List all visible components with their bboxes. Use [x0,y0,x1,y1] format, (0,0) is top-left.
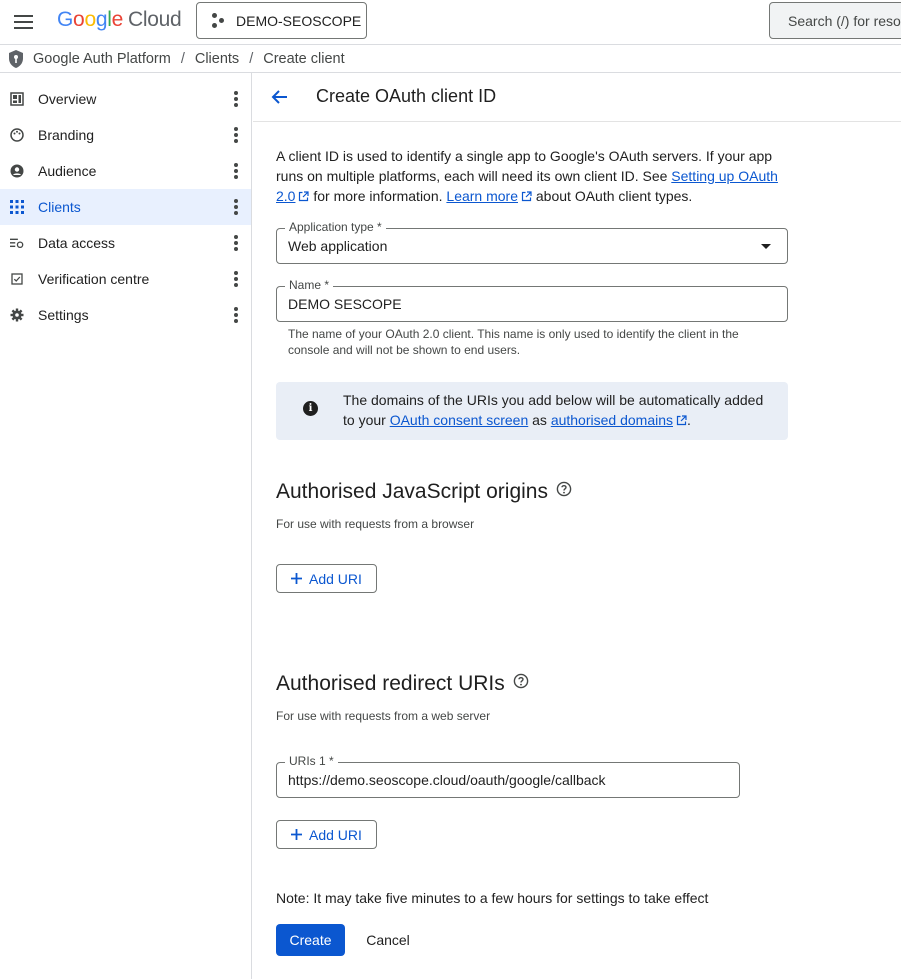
sidebar-item-label: Clients [38,199,81,215]
project-hierarchy-icon [211,13,227,29]
add-js-origin-button[interactable] [276,564,377,593]
external-link-icon [521,191,532,202]
add-uri-label: Add URI [309,570,362,587]
more-vert-icon[interactable] [234,235,238,251]
page-header [253,73,901,122]
add-redirect-uri-button[interactable] [276,820,377,849]
intro-text [276,146,786,206]
breadcrumb-separator: / [180,50,185,67]
main-content [253,73,901,979]
add-uri-label: Add URI [309,826,362,843]
application-type-select[interactable] [276,220,788,264]
name-field-hint: The name of your OAuth 2.0 client. This name is only used to identify the client in the console and will not be shown to end users. [288,327,739,357]
breadcrumb-clients[interactable]: Clients [194,50,240,67]
sidebar-item-settings[interactable] [0,297,251,333]
plus-icon [290,572,303,585]
intro-text-part: about OAuth client types. [532,188,693,204]
redirect-uris-title: Authorised redirect URIs [276,672,505,695]
search-input[interactable] [769,2,901,39]
redirect-uri-value: https://demo.seoscope.cloud/oauth/google/callback [288,772,606,788]
name-field-label: Name * [285,278,333,292]
sidebar [0,73,252,979]
info-icon: i [303,401,318,416]
project-name: DEMO-SEOSCOPE [236,12,362,29]
sidebar-item-label: Data access [38,235,116,251]
help-icon[interactable] [513,673,529,689]
sidebar-item-label: Overview [38,91,97,107]
js-origins-heading [276,480,572,504]
redirect-uris-heading [276,672,529,696]
domains-notice [276,382,788,440]
cancel-button[interactable]: Cancel [366,932,410,948]
setting-up-oauth-link[interactable]: Setting up OAuth 2.0 [276,168,778,204]
intro-text-part: for more information. [309,188,447,204]
more-vert-icon[interactable] [234,271,238,287]
create-button[interactable]: Create [276,924,345,956]
more-vert-icon[interactable] [234,163,238,179]
sidebar-item-label: Verification centre [38,271,150,287]
more-vert-icon[interactable] [234,91,238,107]
js-origins-title: Authorised JavaScript origins [276,480,548,503]
breadcrumb-google-auth-platform[interactable]: Google Auth Platform [33,50,171,67]
js-origins-subtitle: For use with requests from a browser [276,517,475,531]
learn-more-link[interactable]: Learn more [446,188,518,204]
back-arrow-icon[interactable] [270,87,290,107]
external-link-icon [676,415,687,426]
sidebar-item-label: Audience [38,163,97,179]
notice-text-part: . [687,412,691,428]
top-bar [0,0,901,45]
more-vert-icon[interactable] [234,199,238,215]
sidebar-item-overview[interactable] [0,81,251,117]
sidebar-item-branding[interactable] [0,117,251,153]
application-type-value: Web application [288,238,388,254]
gear-icon [10,308,24,322]
person-icon [10,164,24,178]
project-selector-button[interactable] [196,2,367,39]
name-field-value: DEMO SESCOPE [288,296,402,312]
sidebar-item-data-access[interactable] [0,225,251,261]
shield-icon [7,49,25,69]
checkbox-icon [10,272,24,286]
more-vert-icon[interactable] [234,127,238,143]
notice-text-part: as [528,412,551,428]
sidebar-item-verification-centre[interactable] [0,261,251,297]
hamburger-menu-icon[interactable] [12,11,36,33]
notice-text-part: The domains of the URIs you add below will be automatically added to your [343,392,764,428]
authorised-domains-link[interactable]: authorised domains [550,412,673,428]
intro-text-part: A client ID is used to identify a single app to Google's OAuth servers. If your app runs on multiple platforms, each will need its own client ID. See [276,148,773,184]
name-field[interactable] [276,278,788,322]
notice-text [343,390,773,430]
oauth-consent-screen-link[interactable]: OAuth consent screen [389,412,529,428]
more-vert-icon[interactable] [234,307,238,323]
sidebar-item-label: Branding [38,127,95,143]
help-icon[interactable] [556,481,572,497]
breadcrumb-create-client: Create client [263,50,345,67]
sidebar-item-label: Settings [38,307,89,323]
search-placeholder: Search (/) for reso [788,12,901,29]
settings-delay-note: Note: It may take five minutes to a few hours for settings to take effect [276,890,709,906]
dropdown-arrow-icon [761,244,771,249]
data-access-icon [10,236,24,250]
plus-icon [290,828,303,841]
application-type-label: Application type * [285,220,386,234]
dashboard-icon [10,92,24,106]
redirect-uri-label: URIs 1 * [285,754,338,768]
external-link-icon [298,191,309,202]
breadcrumb [0,45,901,73]
breadcrumb-separator: / [249,50,254,67]
sidebar-item-clients[interactable] [0,189,251,225]
page-title: Create OAuth client ID [316,86,497,106]
redirect-uris-subtitle: For use with requests from a web server [276,709,491,723]
redirect-uri-field[interactable] [276,754,740,798]
sidebar-item-audience[interactable] [0,153,251,189]
google-cloud-logo[interactable]: Google Cloud [57,8,182,31]
palette-icon [10,128,24,142]
apps-grid-icon [10,200,24,214]
